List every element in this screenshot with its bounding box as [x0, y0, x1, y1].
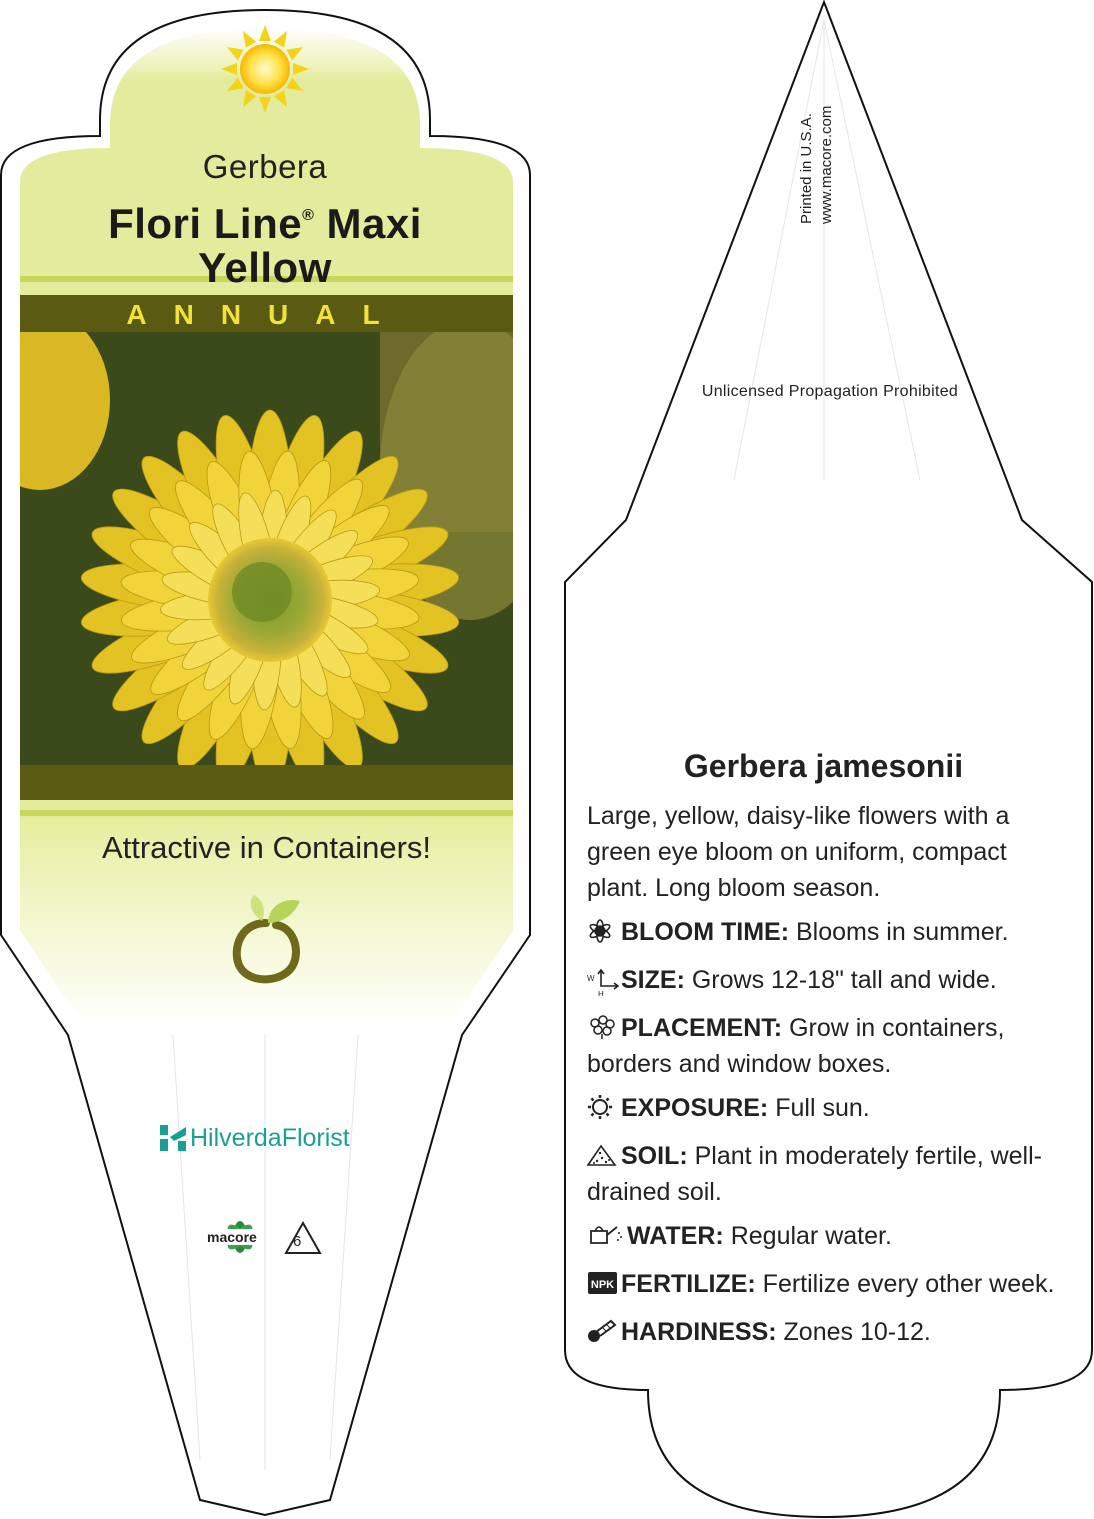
soil-icon [587, 1143, 621, 1167]
latin-name: Gerbera jamesonii [683, 748, 964, 784]
recycle-code: 6 [293, 1233, 302, 1250]
care-label: HARDINESS: [621, 1318, 777, 1346]
variety-name [40, 194, 490, 290]
care-text: Regular water. [730, 1222, 892, 1250]
thermometer-icon [587, 1319, 621, 1343]
care-label: FERTILIZE: [621, 1270, 756, 1298]
care-label: PLACEMENT: [621, 1014, 783, 1042]
care-text: Grows 12-18" tall and wide. [691, 966, 997, 994]
sun-icon [218, 22, 312, 116]
variety-line1: Flori Line [108, 200, 303, 247]
recycle-icon [282, 1220, 324, 1258]
size-icon [587, 966, 621, 996]
care-exposure [587, 1090, 1065, 1126]
flower-photo [0, 310, 560, 790]
care-text: Full sun. [775, 1094, 870, 1122]
propagation-notice: Unlicensed Propagation Prohibited [701, 383, 959, 400]
macore-logo-text: macore [207, 1229, 257, 1245]
category-label: ANNUAL [126, 299, 407, 330]
care-label: SOIL: [621, 1142, 688, 1170]
care-text: Grow in containers, borders and window boxes. [587, 1014, 1005, 1078]
placement-icon [587, 1015, 621, 1039]
care-hardiness [587, 1314, 1065, 1350]
care-soil [587, 1138, 1065, 1210]
size-icon-w: W [587, 974, 595, 983]
npk-icon [587, 1271, 621, 1295]
variety-line1-suffix: Maxi [326, 200, 422, 247]
care-fertilize [587, 1266, 1065, 1302]
care-text: Plant in moderately fertile, well-drained soil. [587, 1142, 1042, 1206]
brand-name: HilverdaFlorist [190, 1124, 350, 1152]
care-label: BLOOM TIME: [621, 918, 790, 946]
sprout-logo-icon [228, 893, 304, 985]
hilverda-logo-icon [160, 1125, 188, 1151]
variety-line2: Yellow [198, 244, 332, 291]
sun-exposure-icon [587, 1095, 621, 1119]
printed-info [797, 34, 847, 224]
genus-name: Gerbera [202, 148, 328, 185]
registered-mark: ® [302, 207, 315, 224]
care-bloom-time [587, 914, 1065, 950]
care-water [587, 1218, 1065, 1254]
care-size [587, 962, 1065, 998]
printer-website: www.macore.com [818, 105, 835, 224]
watering-can-icon [587, 1223, 627, 1247]
care-text: Zones 10-12. [783, 1318, 931, 1346]
care-label: EXPOSURE: [621, 1094, 769, 1122]
tagline: Attractive in Containers! [101, 830, 432, 865]
care-placement [587, 1010, 1065, 1082]
care-label: WATER: [627, 1222, 724, 1250]
npk-label: NPK [590, 1279, 615, 1291]
care-text: Fertilize every other week. [762, 1270, 1055, 1298]
care-text: Blooms in summer. [795, 918, 1009, 946]
plant-description: Large, yellow, daisy-like flowers with a green eye bloom on uniform, compact plant. Long bloom season. [587, 802, 1010, 902]
flower-icon [587, 919, 621, 943]
printed-country: Printed in U.S.A. [798, 113, 815, 224]
care-label: SIZE: [621, 966, 685, 994]
size-icon-h: H [598, 990, 604, 996]
